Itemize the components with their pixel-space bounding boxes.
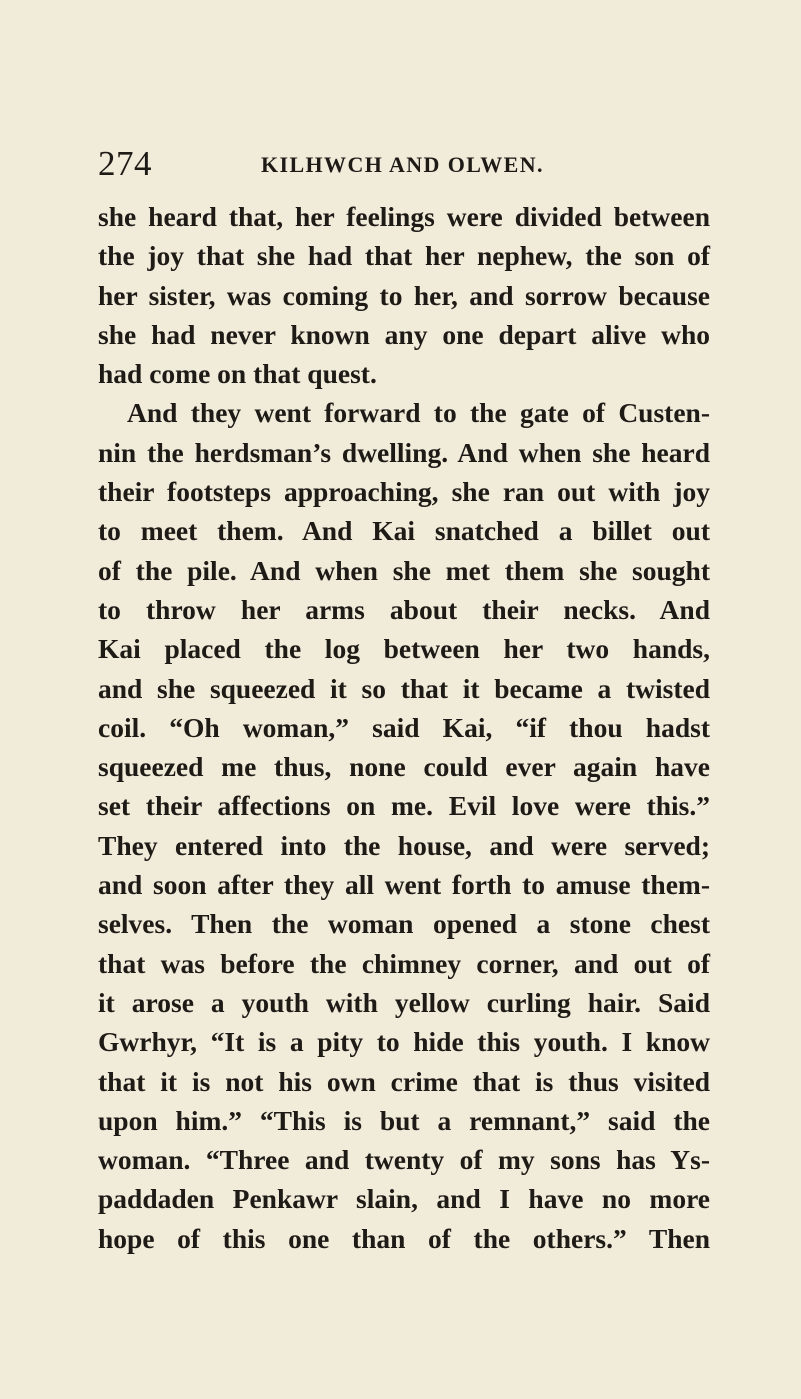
text-line-19: selves. Then the woman opened a stone chest	[98, 908, 710, 940]
text-line-2: the joy that she had that her nephew, the son of	[98, 240, 710, 272]
text-line-6: And they went forward to the gate of Custen-	[127, 397, 710, 429]
text-line-23: that it is not his own crime that is thus visited	[98, 1065, 710, 1097]
text-line-15: squeezed me thus, none could ever again have	[98, 751, 710, 783]
text-line-5: had come on that quest.	[98, 358, 377, 390]
text-line-12: Kai placed the log between her two hands,	[98, 633, 710, 665]
text-line-7: nin the herdsman’s dwelling. And when she heard	[98, 436, 710, 468]
text-line-4: she had never known any one depart alive who	[98, 318, 710, 350]
text-line-16: set their affections on me. Evil love were this.”	[98, 790, 710, 822]
text-line-8: their footsteps approaching, she ran out with joy	[98, 476, 710, 508]
text-line-3: her sister, was coming to her, and sorrow because	[98, 279, 710, 311]
text-line-17: They entered into the house, and were served;	[98, 829, 710, 861]
text-line-25: woman. “Three and twenty of my sons has Ys-	[98, 1144, 710, 1176]
text-line-27: hope of this one than of the others.” Then	[98, 1222, 710, 1254]
body-text	[98, 197, 710, 1258]
running-title: KILHWCH AND OLWEN.	[261, 152, 544, 177]
text-line-24: upon him.” “This is but a remnant,” said the	[98, 1104, 710, 1136]
page-header	[98, 146, 710, 182]
text-line-11: to throw her arms about their necks. And	[98, 593, 710, 625]
page-number: 274	[98, 144, 152, 183]
text-line-10: of the pile. And when she met them she sought	[98, 554, 710, 586]
text-line-20: that was before the chimney corner, and out of	[98, 947, 710, 979]
text-line-22: Gwrhyr, “It is a pity to hide this youth. I know	[98, 1026, 710, 1058]
text-line-14: coil. “Oh woman,” said Kai, “if thou hadst	[98, 711, 710, 743]
text-line-1: she heard that, her feelings were divided between	[98, 201, 710, 232]
text-line-21: it arose a youth with yellow curling hair. Said	[98, 986, 710, 1018]
text-line-9: to meet them. And Kai snatched a billet out	[98, 515, 710, 547]
text-line-13: and she squeezed it so that it became a twisted	[98, 672, 710, 704]
text-line-26: paddaden Penkawr slain, and I have no more	[98, 1183, 710, 1215]
text-line-18: and soon after they all went forth to amuse them-	[98, 869, 710, 901]
